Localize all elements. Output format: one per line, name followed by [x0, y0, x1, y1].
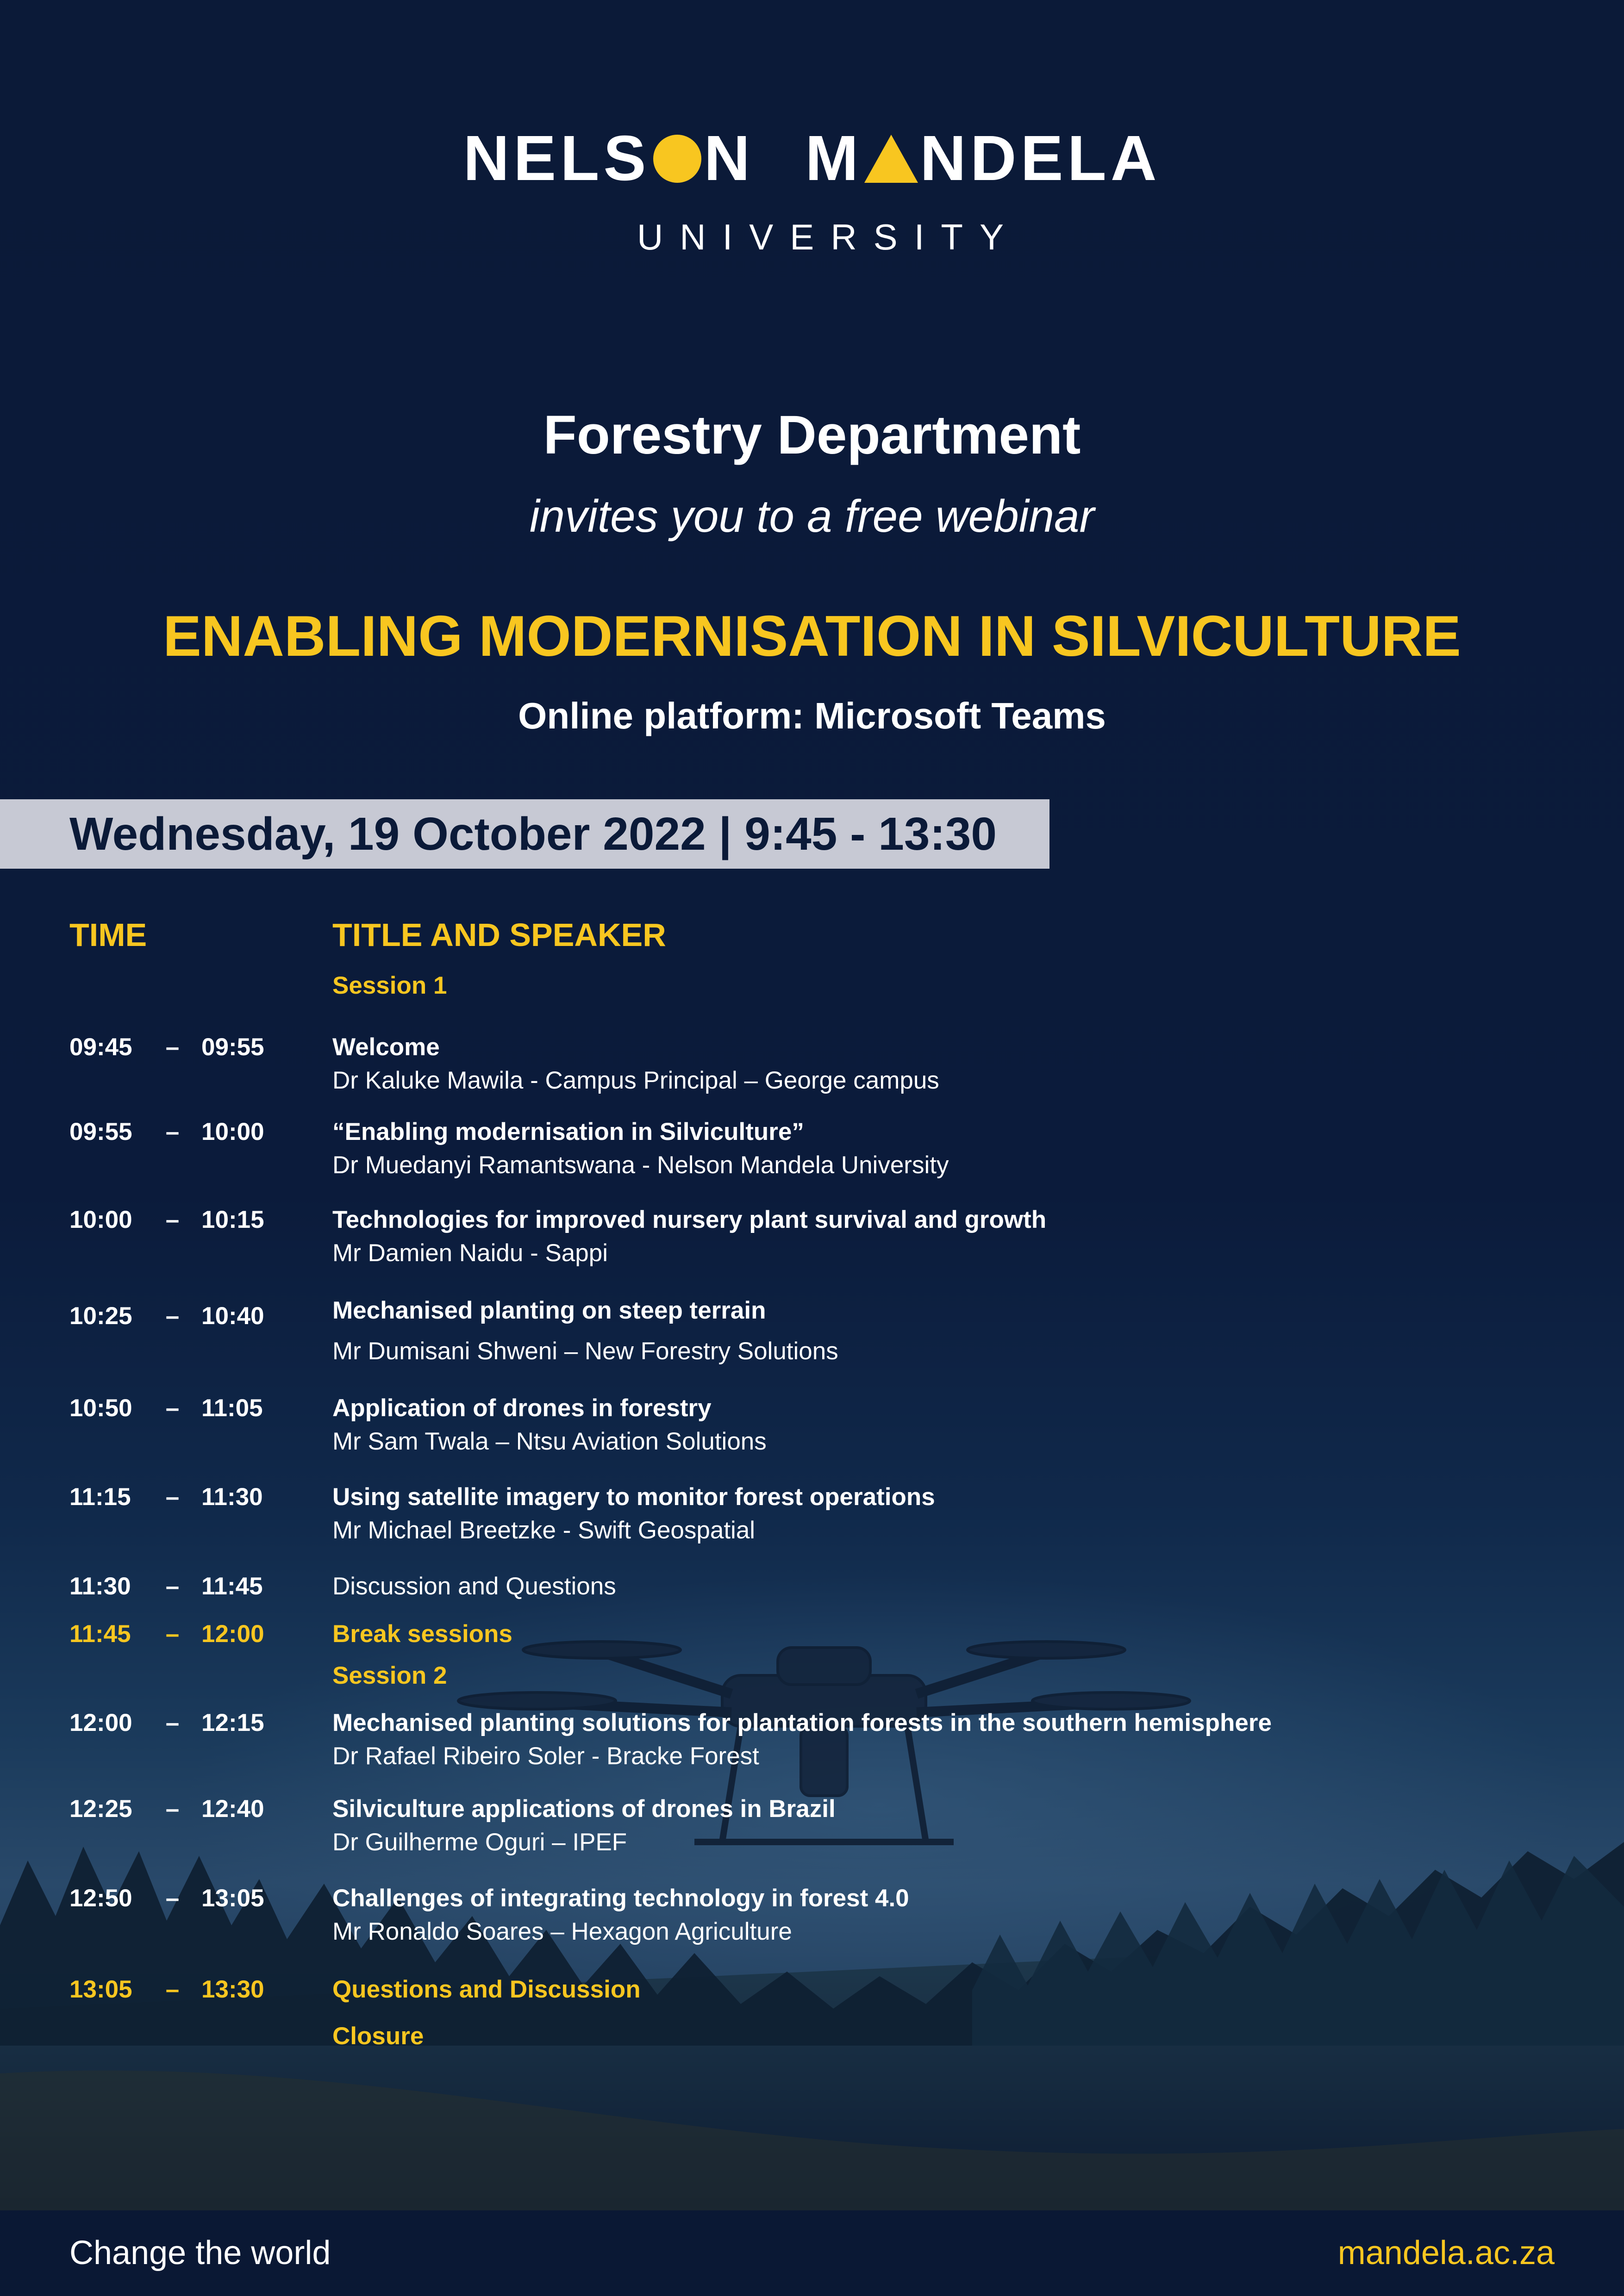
agenda-time: [69, 1706, 264, 1740]
session-1-label: Session 1: [332, 972, 447, 999]
column-header-time: TIME: [69, 917, 147, 953]
agenda-time: [69, 1792, 264, 1826]
time-dash: –: [165, 1709, 180, 1736]
agenda-speaker: Mr Dumisani Shweni – New Forestry Solutions: [332, 1338, 838, 1365]
start-time: 09:45: [69, 1033, 132, 1061]
agenda-row: [69, 1203, 1551, 1273]
agenda-title: “Enabling modernisation in Silviculture”: [332, 1118, 804, 1145]
logo-subtitle: UNIVERSITY: [637, 217, 1021, 257]
agenda-row: [69, 1031, 1551, 1100]
logo-triangle-icon: [864, 135, 918, 183]
session-2-label: Session 2: [332, 1662, 447, 1689]
agenda-time: [69, 1973, 264, 2006]
agenda-title: Discussion and Questions: [332, 1573, 616, 1600]
agenda-title: Mechanised planting solutions for plantation forests in the southern hemisphere: [332, 1709, 1272, 1736]
time-dash: –: [165, 1795, 180, 1823]
agenda-row: [69, 1294, 1551, 1363]
agenda-title: Application of drones in forestry: [332, 1394, 712, 1422]
start-time: 12:25: [69, 1795, 132, 1823]
footer-website-link[interactable]: mandela.ac.za: [1337, 2234, 1555, 2271]
footer-slogan: Change the world: [69, 2234, 331, 2271]
time-dash: –: [165, 1976, 180, 2003]
time-dash: –: [165, 1394, 180, 1422]
end-time: 13:30: [201, 1976, 264, 2003]
logo-text: NDELA: [920, 123, 1161, 194]
agenda-row: [69, 1882, 1551, 1951]
time-dash: –: [165, 1033, 180, 1061]
agenda-title: Silviculture applications of drones in Brazil: [332, 1795, 836, 1823]
start-time: 10:00: [69, 1206, 132, 1233]
end-time: 11:30: [201, 1483, 263, 1511]
time-dash: –: [165, 1620, 180, 1648]
agenda-speaker: Dr Muedanyi Ramantswana - Nelson Mandela University: [332, 1151, 949, 1179]
time-dash: –: [165, 1885, 180, 1912]
start-time: 11:15: [69, 1483, 131, 1511]
end-time: 12:40: [201, 1795, 264, 1823]
agenda-row: [69, 1618, 1551, 1651]
start-time: 11:45: [69, 1620, 131, 1648]
agenda-speaker: Mr Michael Breetzke - Swift Geospatial: [332, 1517, 756, 1544]
agenda-title: Break sessions: [332, 1620, 512, 1648]
webinar-title: ENABLING MODERNISATION IN SILVICULTURE: [163, 604, 1461, 668]
start-time: 11:30: [69, 1573, 131, 1600]
logo-circle-icon: [652, 134, 702, 184]
invitation-text: invites you to a free webinar: [529, 491, 1095, 541]
agenda-row: [69, 1706, 1551, 1776]
agenda-time: [69, 1115, 264, 1149]
end-time: 10:00: [201, 1118, 264, 1145]
start-time: 10:50: [69, 1394, 132, 1422]
time-dash: –: [165, 1302, 180, 1330]
agenda-speaker: Mr Sam Twala – Ntsu Aviation Solutions: [332, 1428, 767, 1455]
agenda-time: [69, 1882, 264, 1915]
start-time: 13:05: [69, 1976, 132, 2003]
end-time: 12:15: [201, 1709, 264, 1736]
agenda-title: Using satellite imagery to monitor forest operations: [332, 1483, 935, 1511]
agenda-closure: Closure: [332, 2022, 424, 2050]
agenda-title: Questions and Discussion: [332, 1976, 641, 2003]
agenda-speaker: Dr Guilherme Oguri – IPEF: [332, 1829, 627, 1856]
date-time-text: Wednesday, 19 October 2022 | 9:45 - 13:30: [69, 808, 997, 860]
department-name: Forestry Department: [543, 404, 1081, 466]
university-logo: [0, 121, 1624, 195]
time-dash: –: [165, 1483, 180, 1511]
platform-text: Online platform: Microsoft Teams: [518, 695, 1106, 736]
logo-text: N: [704, 123, 755, 194]
end-time: 09:55: [201, 1033, 264, 1061]
agenda-title: Welcome: [332, 1033, 440, 1061]
agenda-time: [69, 1570, 263, 1603]
agenda-time: [69, 1481, 263, 1514]
agenda-time: [69, 1618, 264, 1651]
agenda-speaker: Dr Kaluke Mawila - Campus Principal – George campus: [332, 1067, 939, 1094]
end-time: 12:00: [201, 1620, 264, 1648]
time-dash: –: [165, 1118, 180, 1145]
agenda-row: [69, 1481, 1551, 1550]
end-time: 10:15: [201, 1206, 264, 1233]
agenda-row: [69, 1115, 1551, 1185]
time-dash: –: [165, 1206, 180, 1233]
logo-text: M: [805, 123, 863, 194]
time-dash: –: [165, 1573, 180, 1600]
agenda-time: [69, 1392, 263, 1425]
end-time: 11:45: [201, 1573, 263, 1600]
logo-text: NELS: [463, 123, 650, 194]
agenda-time: [69, 1300, 264, 1333]
agenda-time: [69, 1203, 264, 1237]
end-time: 11:05: [201, 1394, 263, 1422]
agenda-speaker: Mr Damien Naidu - Sappi: [332, 1239, 608, 1267]
start-time: 12:50: [69, 1885, 132, 1912]
agenda-row: [69, 1392, 1551, 1461]
start-time: 10:25: [69, 1302, 132, 1330]
agenda-row: [69, 1570, 1551, 1603]
agenda-speaker: Dr Rafael Ribeiro Soler - Bracke Forest: [332, 1742, 759, 1770]
agenda-title: Technologies for improved nursery plant survival and growth: [332, 1206, 1047, 1233]
end-time: 13:05: [201, 1885, 264, 1912]
footer-bar: [0, 2210, 1624, 2296]
agenda-time: [69, 1031, 264, 1064]
agenda-title: Challenges of integrating technology in forest 4.0: [332, 1885, 909, 1912]
date-banner: [0, 799, 1049, 869]
agenda-title: Mechanised planting on steep terrain: [332, 1297, 766, 1324]
start-time: 09:55: [69, 1118, 132, 1145]
start-time: 12:00: [69, 1709, 132, 1736]
agenda-speaker: Mr Ronaldo Soares – Hexagon Agriculture: [332, 1918, 792, 1945]
end-time: 10:40: [201, 1302, 264, 1330]
agenda-row: [69, 1792, 1551, 1862]
column-header-title-speaker: TITLE AND SPEAKER: [332, 917, 666, 953]
agenda-row: [69, 1973, 1551, 2066]
